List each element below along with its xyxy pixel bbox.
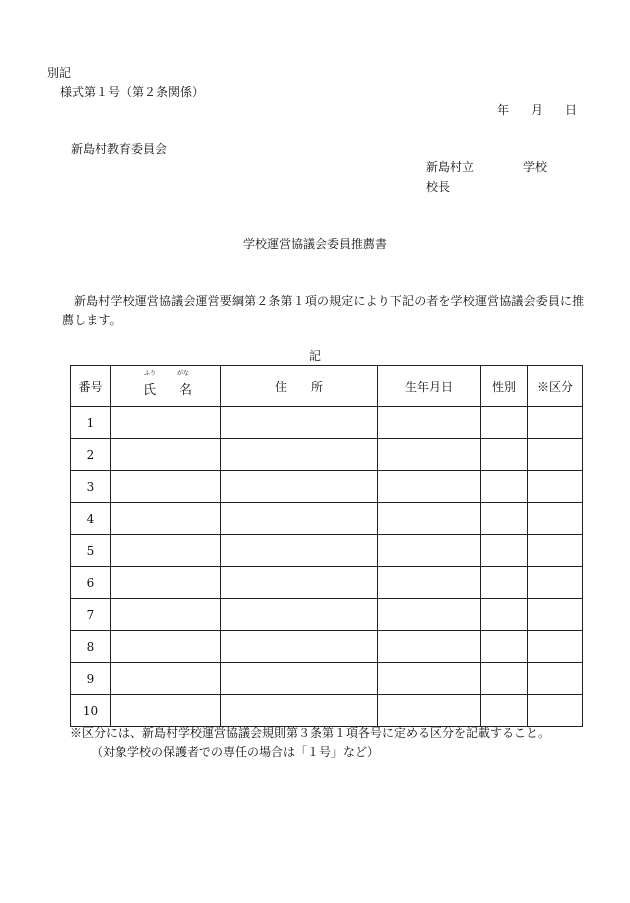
header-address-char-1: 住 (274, 379, 287, 394)
row-number: 5 (71, 535, 111, 567)
address-cell[interactable] (221, 695, 378, 727)
address-cell[interactable] (221, 535, 378, 567)
form-number-label: 様式第１号（第２条関係） (60, 85, 205, 99)
nominee-table (70, 365, 583, 727)
birthdate-cell[interactable] (378, 503, 481, 535)
gender-cell[interactable] (481, 663, 528, 695)
row-number: 6 (71, 567, 111, 599)
address-cell[interactable] (221, 471, 378, 503)
category-cell[interactable] (528, 631, 583, 663)
header-number: 番号 (71, 366, 111, 407)
category-cell[interactable] (528, 407, 583, 439)
name-cell[interactable] (111, 503, 221, 535)
name-cell[interactable] (111, 471, 221, 503)
category-cell[interactable] (528, 599, 583, 631)
gender-cell[interactable] (481, 535, 528, 567)
row-number: 8 (71, 631, 111, 663)
document-title: 学校運営協議会委員推薦書 (242, 237, 387, 251)
gender-cell[interactable] (481, 407, 528, 439)
table-row (71, 503, 583, 535)
date-day-unit: 日 (565, 103, 578, 117)
recipient: 新島村教育委員会 (71, 142, 168, 156)
name-cell[interactable] (111, 567, 221, 599)
header-name-char-1: 氏 (143, 383, 157, 398)
category-cell[interactable] (528, 535, 583, 567)
address-cell[interactable] (221, 439, 378, 471)
address-cell[interactable] (221, 663, 378, 695)
row-number: 10 (71, 695, 111, 727)
name-cell[interactable] (111, 695, 221, 727)
gender-cell[interactable] (481, 631, 528, 663)
table-row (71, 663, 583, 695)
date-year-unit: 年 (497, 103, 510, 117)
gender-cell[interactable] (481, 695, 528, 727)
category-note-example: （対象学校の保護者での専任の場合は「１号」など） (91, 745, 380, 759)
name-cell[interactable] (111, 535, 221, 567)
gender-cell[interactable] (481, 567, 528, 599)
name-cell[interactable] (111, 599, 221, 631)
header-gender: 性別 (481, 366, 528, 407)
header-birthdate: 生年月日 (378, 366, 481, 407)
table-row (71, 599, 583, 631)
gender-cell[interactable] (481, 471, 528, 503)
table-row (71, 535, 583, 567)
table-row (71, 471, 583, 503)
name-cell[interactable] (111, 407, 221, 439)
birthdate-cell[interactable] (378, 695, 481, 727)
category-cell[interactable] (528, 471, 583, 503)
category-cell[interactable] (528, 439, 583, 471)
header-address-char-2: 所 (311, 379, 324, 394)
header-name-ruby-2: がな (177, 370, 190, 377)
name-cell[interactable] (111, 631, 221, 663)
sender-principal: 校長 (426, 180, 451, 194)
row-number: 1 (71, 407, 111, 439)
row-number: 9 (71, 663, 111, 695)
birthdate-cell[interactable] (378, 471, 481, 503)
sender-school-suffix: 学校 (523, 160, 548, 174)
birthdate-cell[interactable] (378, 535, 481, 567)
address-cell[interactable] (221, 599, 378, 631)
table-row (71, 439, 583, 471)
address-cell[interactable] (221, 407, 378, 439)
category-cell[interactable] (528, 567, 583, 599)
birthdate-cell[interactable] (378, 599, 481, 631)
annex-label: 別記 (47, 66, 72, 80)
birthdate-cell[interactable] (378, 407, 481, 439)
category-cell[interactable] (528, 503, 583, 535)
birthdate-cell[interactable] (378, 631, 481, 663)
table-row (71, 407, 583, 439)
ki-label: 記 (308, 349, 321, 363)
birthdate-cell[interactable] (378, 663, 481, 695)
row-number: 7 (71, 599, 111, 631)
address-cell[interactable] (221, 503, 378, 535)
header-category: ※区分 (528, 366, 583, 407)
category-cell[interactable] (528, 663, 583, 695)
gender-cell[interactable] (481, 599, 528, 631)
header-name-ruby-1: ふり (144, 370, 157, 377)
table-row (71, 567, 583, 599)
row-number: 4 (71, 503, 111, 535)
date-line (497, 103, 577, 117)
row-number: 2 (71, 439, 111, 471)
name-cell[interactable] (111, 663, 221, 695)
table-header-row (71, 366, 583, 407)
address-cell[interactable] (221, 567, 378, 599)
date-month-unit: 月 (531, 103, 544, 117)
sender-school-prefix: 新島村立 (426, 160, 475, 174)
gender-cell[interactable] (481, 503, 528, 535)
header-name-char-2: 名 (179, 383, 193, 398)
body-text: 新島村学校運営協議会運営要綱第２条第１項の規定により下記の者を学校運営協議会委員に推薦します。 (62, 294, 585, 327)
category-note: ※区分には、新島村学校運営協議会規則第３条第１項各号に定める区分を記載すること。 (70, 726, 551, 740)
table-row (71, 631, 583, 663)
header-address (221, 366, 378, 407)
gender-cell[interactable] (481, 439, 528, 471)
address-cell[interactable] (221, 631, 378, 663)
header-name (111, 366, 221, 407)
row-number: 3 (71, 471, 111, 503)
table-row (71, 695, 583, 727)
name-cell[interactable] (111, 439, 221, 471)
birthdate-cell[interactable] (378, 567, 481, 599)
birthdate-cell[interactable] (378, 439, 481, 471)
category-cell[interactable] (528, 695, 583, 727)
